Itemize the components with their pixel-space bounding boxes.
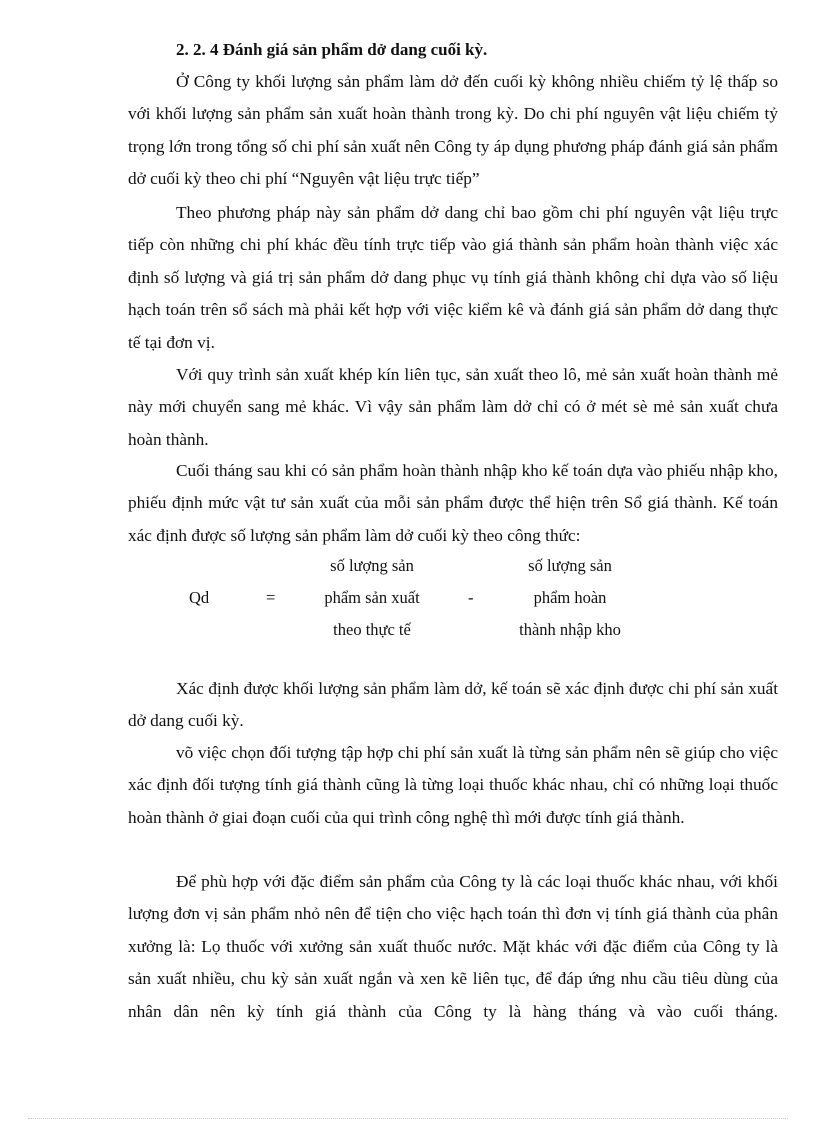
section-heading: 2. 2. 4 Đánh giá sản phẩm dở dang cuối kỳ. (176, 40, 488, 59)
paragraph-wip-overview: Ở Công ty khối lượng sản phẩm làm dở đến cuối kỳ không nhiều chiếm tỷ lệ thấp so với khối lượng sản phẩm sản xuất hoàn thành trong kỳ. Do chi phí nguyên vật liệu chiếm tỷ trọng lớn trong tổng số chi phí sản xuất nên Công ty áp dụng phương pháp đánh giá sản phẩm dở cuối kỳ theo chi phí “Nguyên vật liệu trực tiếp” (128, 72, 778, 189)
formula-term2-line2: phẩm hoàn (533, 588, 607, 607)
paragraph-valuation-method: Theo phương pháp này sản phẩm dở dang chỉ bao gồm chi phí nguyên vật liệu trực tiếp còn những chi phí khác đều tính trực tiếp vào giá thành sản phẩm hoàn thành việc xác định số lượng và giá trị sản phẩm dở dang phục vụ tính giá thành không chỉ dựa vào số liệu hạch toán trên sổ sách mà phải kết hợp với việc kiểm kê và đánh giá sản phẩm dở dang thực tế tại đơn vị. (128, 203, 778, 352)
paragraph-production-process: Với quy trình sản xuất khép kín liên tục, sản xuất theo lô, mẻ sản xuất hoàn thành mẻ này mới chuyển sang mẻ khác. Vì vậy sản phẩm làm dở chỉ có ở mét sè mẻ sản xuất chưa hoàn thành. (128, 365, 778, 449)
formula-term1-line3: theo thực tế (333, 620, 411, 639)
formula-lhs: Qd (189, 588, 210, 607)
formula-term2-line3: thành nhập kho (519, 620, 621, 639)
paragraph-costing-object: võ việc chọn đối tượng tập hợp chi phí sản xuất là từng sản phẩm nên sẽ giúp cho việc xác định đối tượng tính giá thành cũng là từng loại thuốc khác nhau, chỉ có những loại thuốc hoàn thành ở giai đoạn cuối của qui trình công nghệ thì mới được tính giá thành. (128, 743, 778, 827)
page-bottom-divider (28, 1118, 788, 1119)
formula-equals-sign: = (266, 588, 276, 607)
formula-term1-line1: số lượng sản (330, 556, 414, 575)
paragraph-wip-cost: Xác định được khối lượng sản phẩm làm dở, kế toán sẽ xác định được chi phí sản xuất dở dang cuối kỳ. (128, 679, 778, 731)
paragraph-month-end-procedure: Cuối tháng sau khi có sản phẩm hoàn thành nhập kho kế toán dựa vào phiếu nhập kho, phiếu định mức vật tư sản xuất của mỗi sản phẩm được thể hiện trên Sổ giá thành. Kế toán xác định được số lượng sản phẩm làm dở cuối kỳ theo công thức: (128, 461, 778, 545)
formula-term2-line1: số lượng sản (528, 556, 612, 575)
formula-minus-sign: - (468, 588, 474, 607)
formula-term1-line2: phẩm sản xuất (324, 588, 420, 607)
wip-quantity-formula (0, 550, 816, 650)
paragraph-costing-unit-period: Để phù hợp với đặc điểm sản phẩm của Công ty là các loại thuốc khác nhau, với khối lượng đơn vị sản phẩm nhỏ nên để tiện cho việc hạch toán thì đơn vị tính giá thành của phân xưởng là: Lọ thuốc với xưởng sản xuất thuốc nước. Mặt khác với đặc điểm của Công ty là sản xuất nhiều, chu kỳ sản xuất ngắn và xen kẽ liên tục, để đáp ứng nhu cầu tiêu dùng của nhân dân nên kỳ tính giá thành của Công ty là hàng tháng và vào cuối tháng. (128, 872, 778, 1021)
